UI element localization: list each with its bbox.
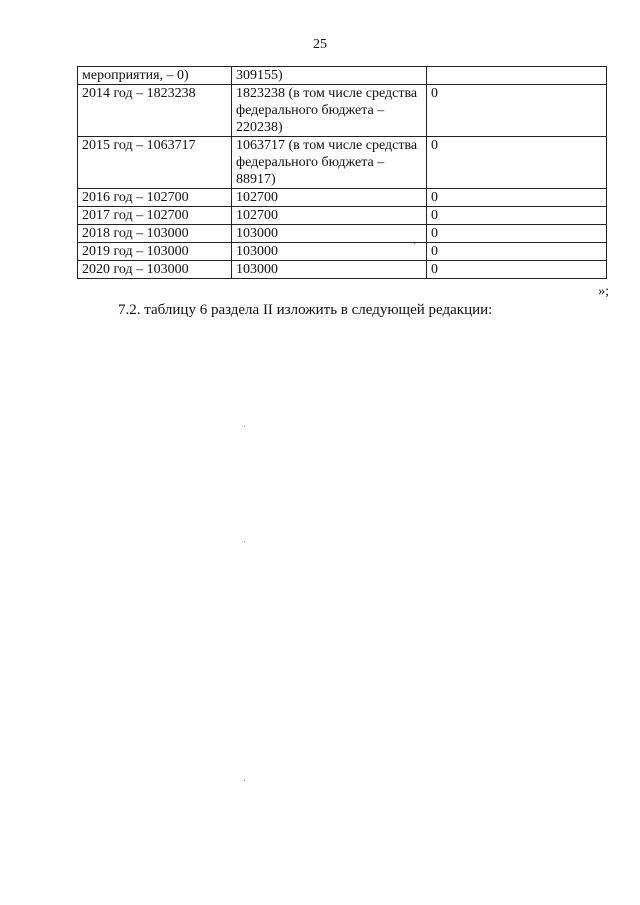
period-cell: 2018 год – 103000 [78,225,232,243]
table-row [78,225,607,243]
total-cell: 103000 [232,243,427,261]
extra-cell: 0 [427,85,607,137]
funding-table [77,66,607,279]
amendment-instruction: 7.2. таблицу 6 раздела II изложить в следующей редакции: [118,302,493,318]
period-cell: 2020 год – 103000 [78,261,232,279]
page-number: 25 [313,37,327,52]
extra-cell: 0 [427,261,607,279]
total-cell: 309155) [232,67,427,85]
extra-cell [427,67,607,85]
scan-speck [244,780,245,781]
table-row [78,137,607,189]
table-row [78,85,607,137]
extra-cell: 0 [427,207,607,225]
extra-cell: 0 [427,243,607,261]
period-cell: 2017 год – 102700 [78,207,232,225]
period-cell: 2016 год – 102700 [78,189,232,207]
period-cell: мероприятия, – 0) [78,67,232,85]
total-cell: 102700 [232,189,427,207]
period-cell: 2014 год – 1823238 [78,85,232,137]
extra-cell: 0 [427,137,607,189]
scan-speck [244,541,245,542]
extra-cell: 0 [427,225,607,243]
table-row [78,261,607,279]
table-row [78,243,607,261]
scan-speck [414,243,415,244]
total-cell: 103000 [232,261,427,279]
period-cell: 2019 год – 103000 [78,243,232,261]
closing-quote: »; [598,284,609,299]
total-cell: 1823238 (в том числе средства федерального бюджета – 220238) [232,85,427,137]
scan-speck [244,426,245,427]
total-cell: 103000 [232,225,427,243]
table-row [78,189,607,207]
extra-cell: 0 [427,189,607,207]
table-row [78,207,607,225]
total-cell: 102700 [232,207,427,225]
period-cell: 2015 год – 1063717 [78,137,232,189]
total-cell: 1063717 (в том числе средства федерального бюджета – 88917) [232,137,427,189]
table-row [78,67,607,85]
